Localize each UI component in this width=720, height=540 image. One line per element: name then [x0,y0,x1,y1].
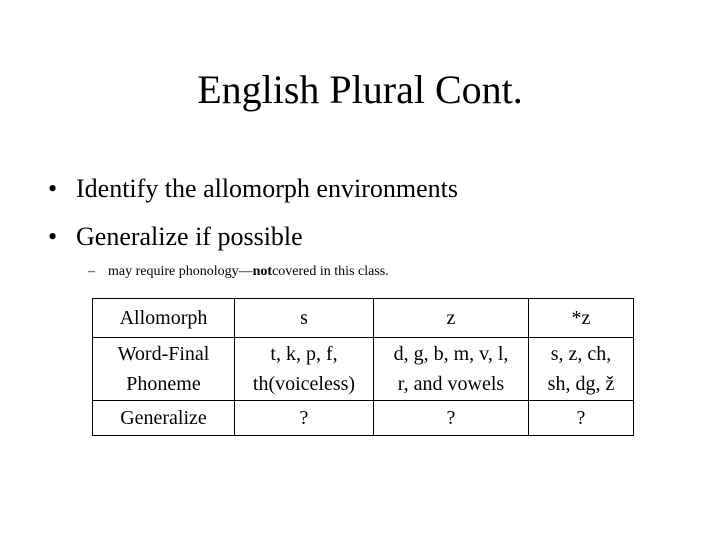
table-cell: s, z, ch, sh, dg, ž [529,338,634,401]
sub-bullet-text-before: may require phonology— [108,264,253,279]
table-cell: Allomorph [93,299,235,338]
bullet-dot-icon: • [48,174,58,203]
slide-title: English Plural Cont. [197,67,523,112]
table-cell: d, g, b, m, v, l, r, and vowels [374,338,529,401]
table-cell: ? [374,401,529,436]
table-cell: ? [529,401,634,436]
sub-bullet [88,262,389,282]
table-row [93,299,634,338]
bullet-dot-icon: • [48,222,58,251]
bullet-item [48,220,458,268]
table-row [93,338,634,401]
table-cell: t, k, p, f, th(voiceless) [235,338,374,401]
table-row [93,401,634,436]
allomorph-table [92,298,634,436]
dash-icon: – [88,264,95,279]
sub-bullet-emphasis: not [252,264,273,279]
table-cell: s [235,299,374,338]
bullet-text: Identify the allomorph environments [76,174,458,203]
bullet-text: Generalize if possible [76,222,303,251]
bullet-item [48,172,458,220]
sub-bullet-text-after: covered in this class. [272,264,389,279]
table-cell: Word-Final Phoneme [93,338,235,401]
table-cell: z [374,299,529,338]
table-cell: *z [529,299,634,338]
table-cell: ? [235,401,374,436]
bullet-list [48,172,458,268]
table-cell: Generalize [93,401,235,436]
